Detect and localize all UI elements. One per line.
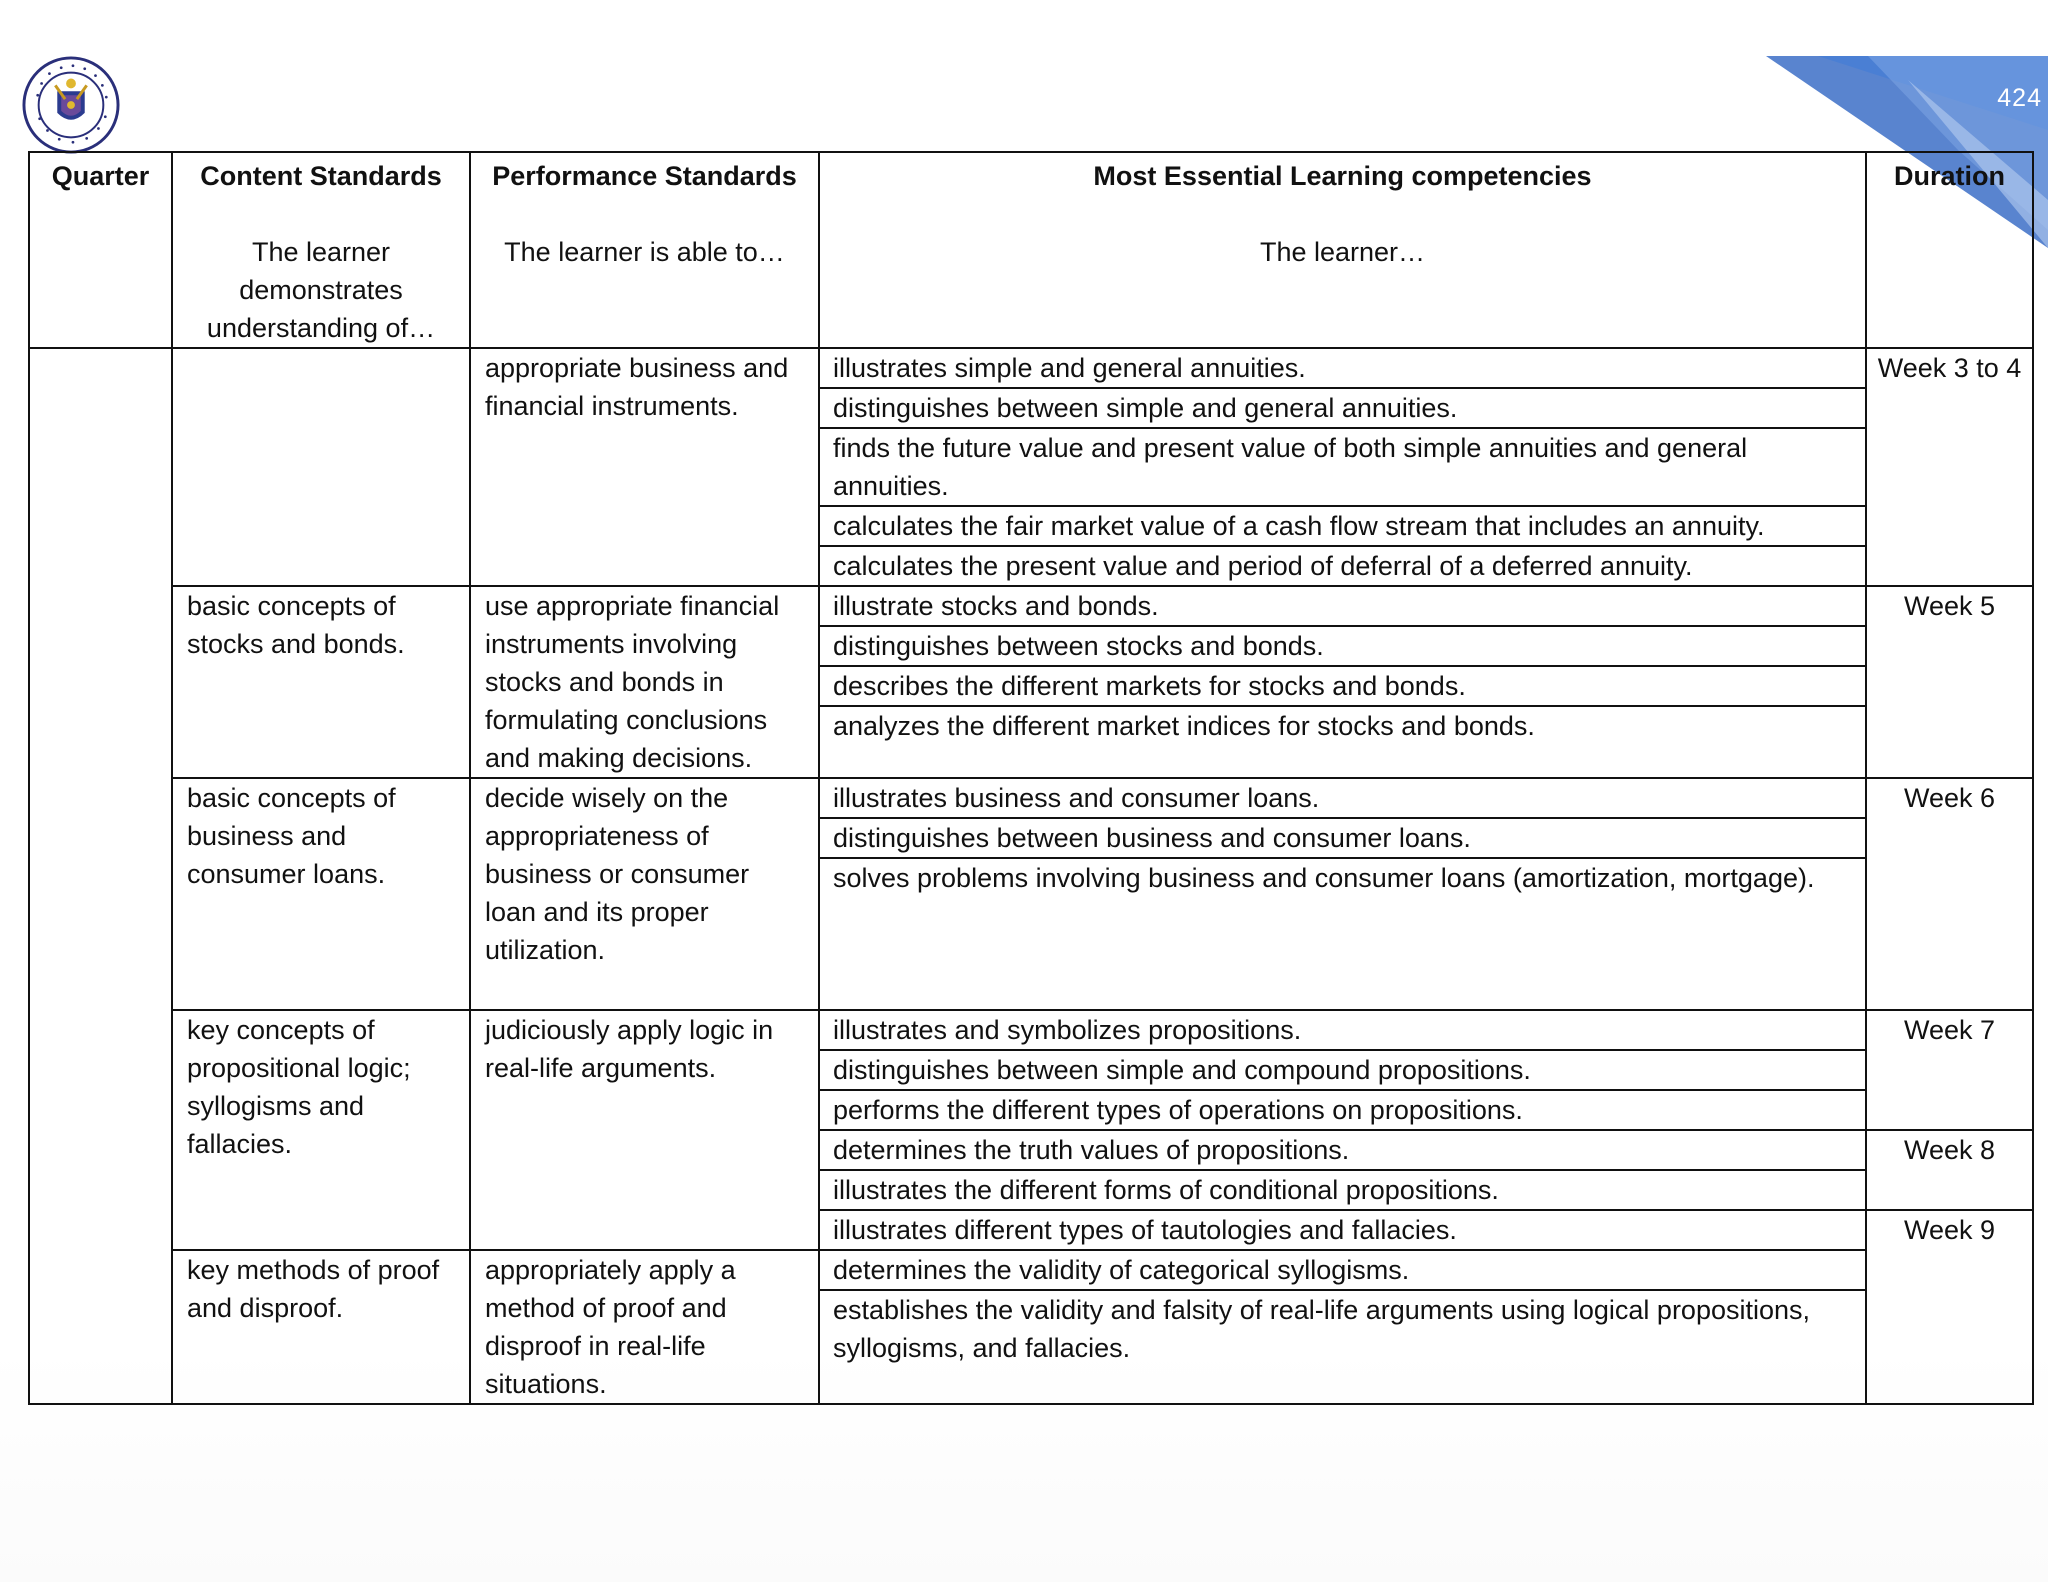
table-row bbox=[29, 586, 2033, 626]
duration-cell: Week 6 bbox=[1866, 778, 2033, 1010]
performance-standard-cell: judiciously apply logic in real-life arguments. bbox=[470, 1010, 819, 1250]
duration-cell: Week 5 bbox=[1866, 586, 2033, 778]
competency-cell: determines the validity of categorical syllogisms. bbox=[819, 1250, 1866, 1290]
table-row bbox=[29, 778, 2033, 818]
competency-cell: illustrates and symbolizes propositions. bbox=[819, 1010, 1866, 1050]
content-standard-cell: basic concepts of business and consumer loans. bbox=[172, 778, 470, 1010]
duration-cell: Week 3 to 4 bbox=[1866, 348, 2033, 586]
header-performance-standards: Performance Standards The learner is able to… bbox=[470, 152, 819, 348]
header-row bbox=[29, 152, 2033, 348]
curriculum-table-area bbox=[28, 151, 2032, 1399]
competency-cell: illustrates business and consumer loans. bbox=[819, 778, 1866, 818]
header-competencies-sub: The learner… bbox=[1259, 237, 1426, 267]
page-number: 424 bbox=[1997, 84, 2042, 112]
table-row bbox=[29, 1010, 2033, 1050]
competency-cell: distinguishes between simple and general annuities. bbox=[819, 388, 1866, 428]
performance-standard-cell: use appropriate financial instruments involving stocks and bonds in formulating conclusions and making decisions. bbox=[470, 586, 819, 778]
competency-cell: determines the truth values of propositions. bbox=[819, 1130, 1866, 1170]
competency-cell: illustrate stocks and bonds. bbox=[819, 586, 1866, 626]
table-row bbox=[29, 348, 2033, 388]
header-quarter: Quarter bbox=[29, 152, 172, 348]
performance-standard-cell: decide wisely on the appropriateness of business or consumer loan and its proper utilization. bbox=[470, 778, 819, 1010]
competency-cell: calculates the fair market value of a cash flow stream that includes an annuity. bbox=[819, 506, 1866, 546]
performance-standard-cell: appropriate business and financial instruments. bbox=[470, 348, 819, 586]
content-standard-cell: basic concepts of stocks and bonds. bbox=[172, 586, 470, 778]
competency-cell: solves problems involving business and consumer loans (amortization, mortgage). bbox=[819, 858, 1866, 1010]
table-row bbox=[29, 1250, 2033, 1290]
competency-cell: describes the different markets for stocks and bonds. bbox=[819, 666, 1866, 706]
curriculum-table bbox=[28, 151, 2034, 1405]
deped-seal-icon bbox=[22, 56, 120, 154]
header-duration: Duration bbox=[1866, 152, 2033, 348]
competency-cell: finds the future value and present value of both simple annuities and general annuities. bbox=[819, 428, 1866, 506]
competency-cell: distinguishes between stocks and bonds. bbox=[819, 626, 1866, 666]
content-standard-cell bbox=[172, 348, 470, 586]
header-competencies: Most Essential Learning competencies The learner… bbox=[819, 152, 1866, 348]
competency-cell: analyzes the different market indices for stocks and bonds. bbox=[819, 706, 1866, 778]
performance-standard-cell: appropriately apply a method of proof and disproof in real-life situations. bbox=[470, 1250, 819, 1404]
competency-cell: establishes the validity and falsity of real-life arguments using logical propositions, syllogisms, and fallacies. bbox=[819, 1290, 1866, 1404]
duration-cell: Week 7 bbox=[1866, 1010, 2033, 1130]
competency-cell: illustrates simple and general annuities. bbox=[819, 348, 1866, 388]
header-content-standards: Content Standards The learner demonstrates understanding of… bbox=[172, 152, 470, 348]
competency-cell: distinguishes between business and consumer loans. bbox=[819, 818, 1866, 858]
header-content-sub: The learner demonstrates understanding of… bbox=[206, 237, 436, 343]
duration-cell: Week 8 bbox=[1866, 1130, 2033, 1210]
competency-cell: performs the different types of operations on propositions. bbox=[819, 1090, 1866, 1130]
competency-cell: illustrates different types of tautologies and fallacies. bbox=[819, 1210, 1866, 1250]
competency-cell: distinguishes between simple and compound propositions. bbox=[819, 1050, 1866, 1090]
competency-cell: illustrates the different forms of conditional propositions. bbox=[819, 1170, 1866, 1210]
competency-cell: calculates the present value and period of deferral of a deferred annuity. bbox=[819, 546, 1866, 586]
quarter-cell bbox=[29, 348, 172, 1404]
duration-cell: Week 9 bbox=[1866, 1210, 2033, 1404]
header-performance-sub: The learner is able to… bbox=[504, 237, 785, 267]
content-standard-cell: key concepts of propositional logic; syllogisms and fallacies. bbox=[172, 1010, 470, 1250]
content-standard-cell: key methods of proof and disproof. bbox=[172, 1250, 470, 1404]
